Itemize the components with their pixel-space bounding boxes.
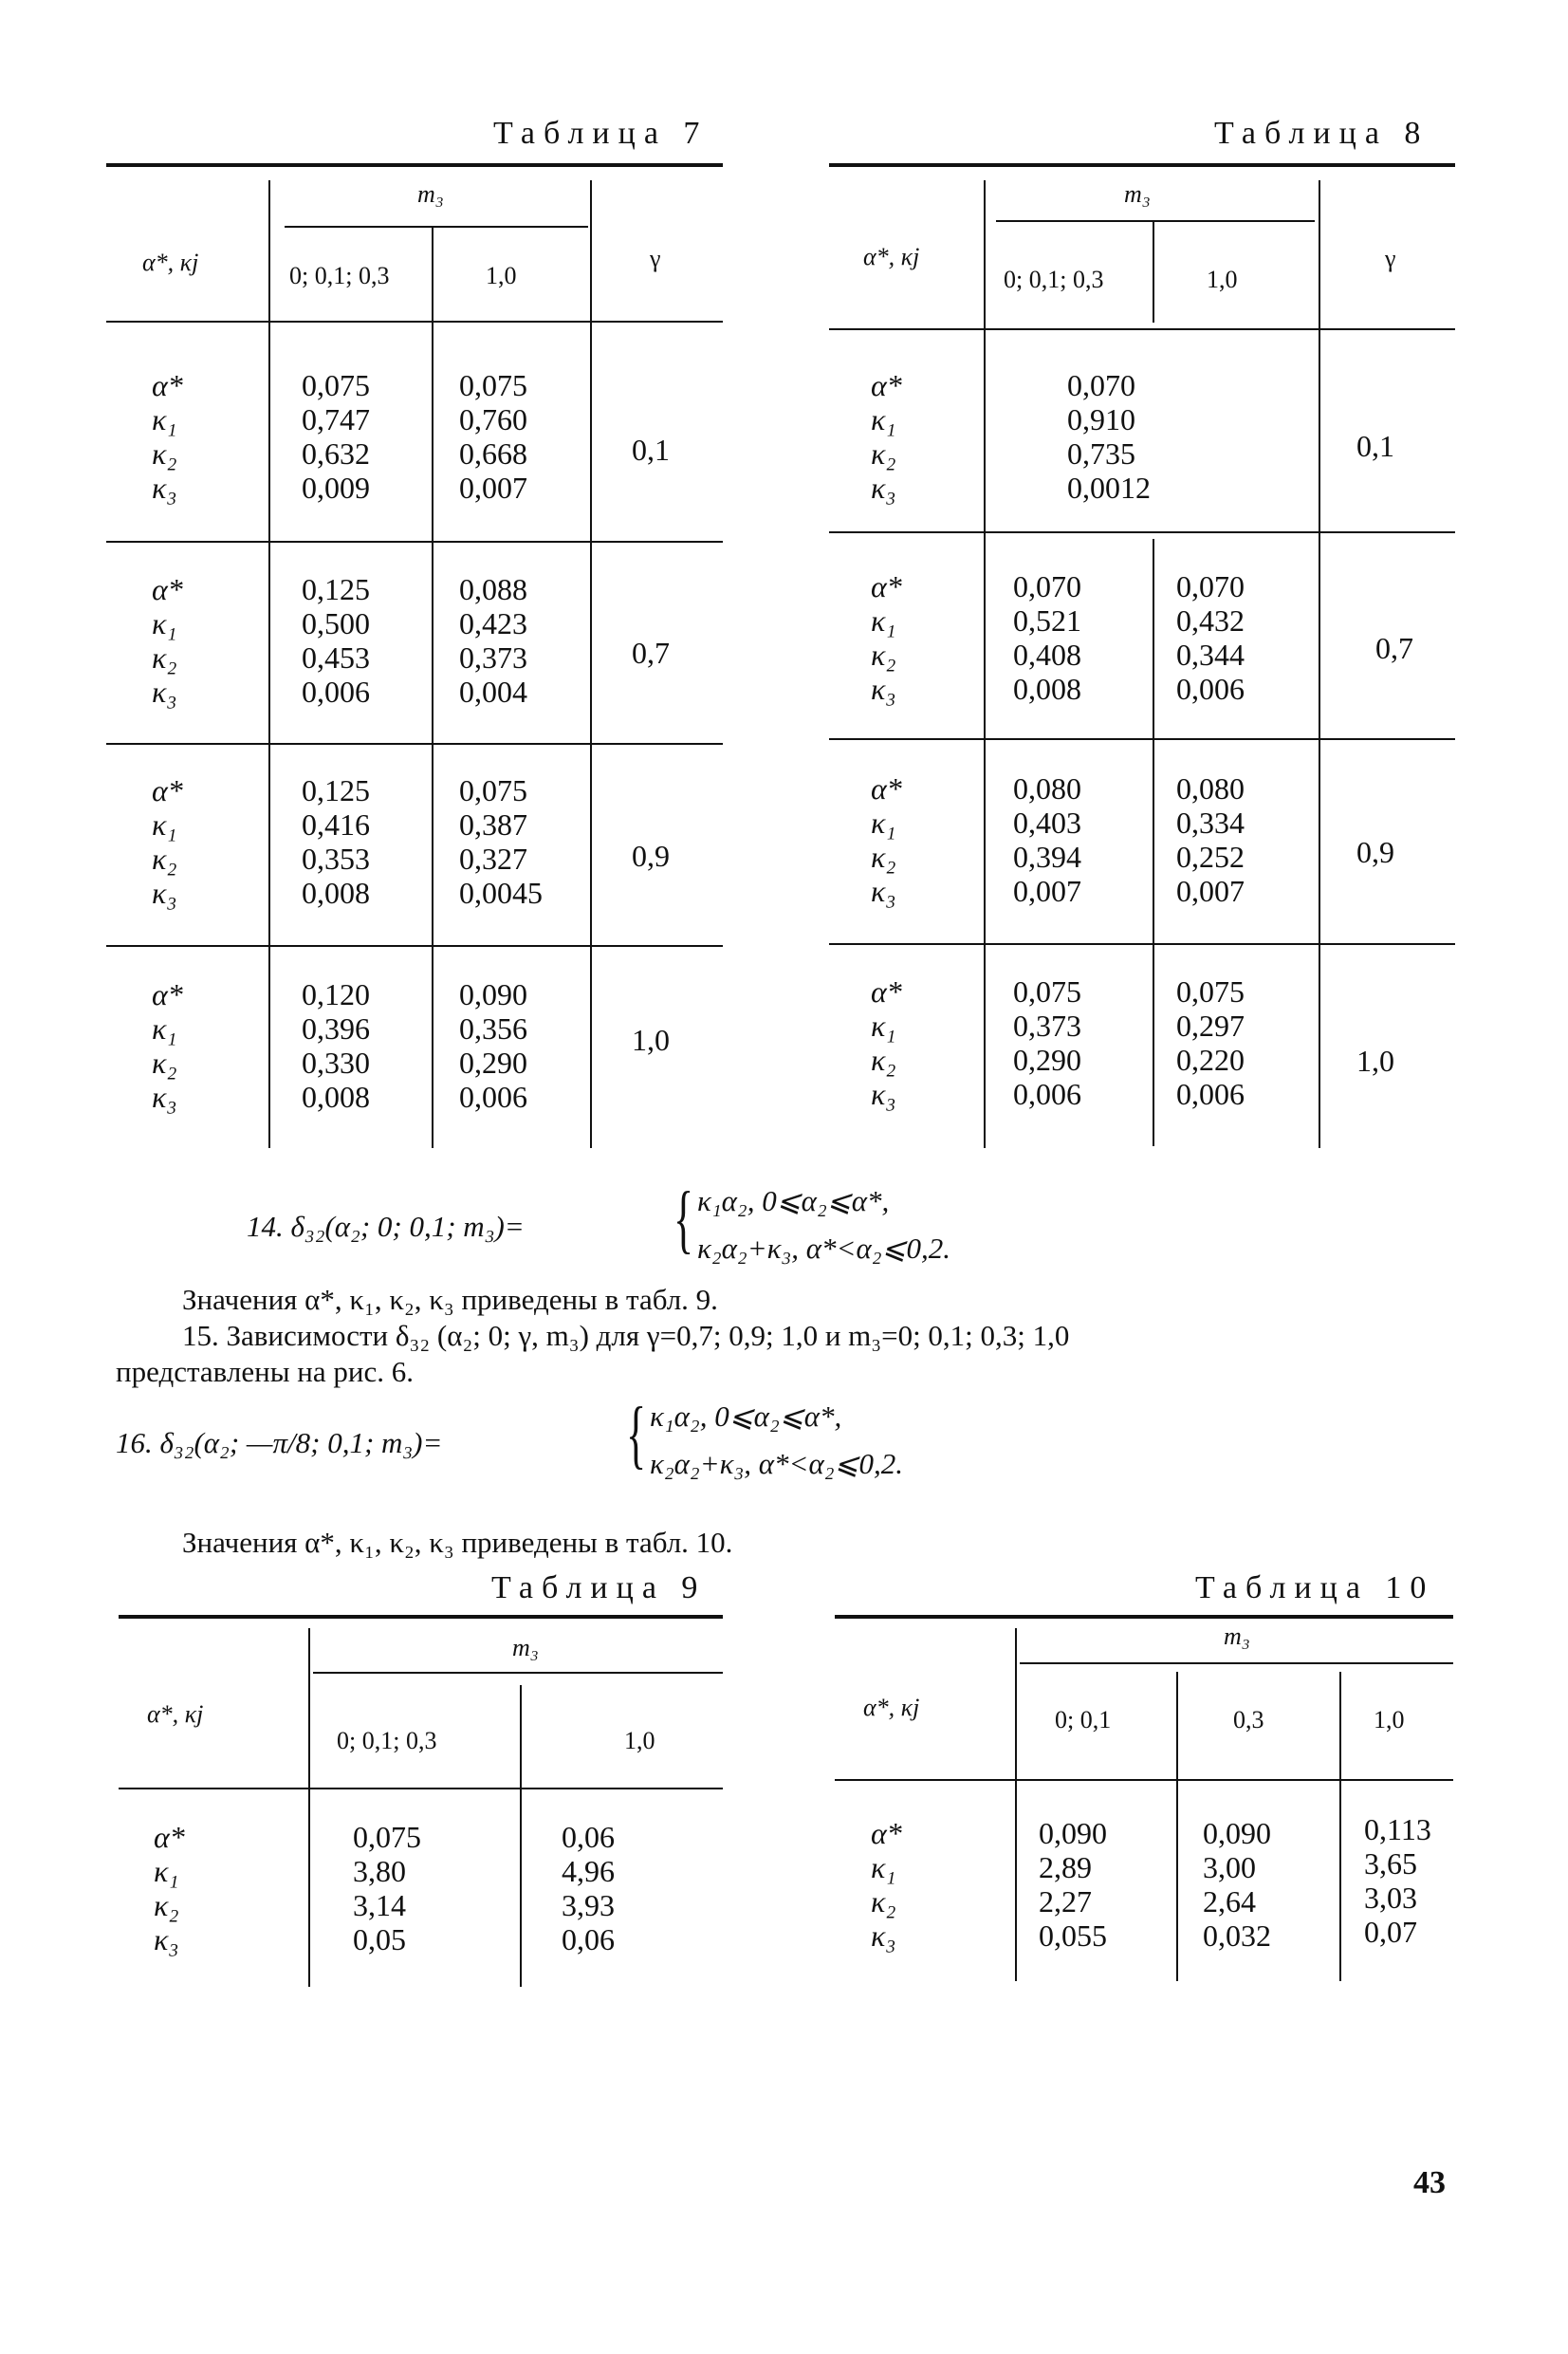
table9-head-col2: 1,0 (624, 1727, 655, 1754)
table9-caption: Таблица 9 (491, 1570, 707, 1605)
table7-vline-2 (432, 226, 434, 1148)
para-values-table9: Значения α*, κ₁, κ₂, κ₃ приведены в табл. 9. (182, 1283, 718, 1316)
table8-head-rowvar: α*, κj (863, 243, 920, 270)
para-item15-line2: представлены на рис. 6. (116, 1355, 414, 1388)
item16-case1: κ₁α₂, 0⩽α₂⩽α*, (650, 1399, 842, 1433)
item14-case2: κ₂α₂+κ₃, α*<α₂⩽0,2. (697, 1232, 950, 1265)
table7-b1-col1: 0,075 0,747 0,632 0,009 (302, 368, 370, 505)
table8-caption: Таблица 8 (1214, 116, 1430, 151)
table7-top-rule (106, 163, 723, 167)
table9-col1: 0,075 3,80 3,14 0,05 (353, 1820, 421, 1956)
table9-header-rule (119, 1788, 723, 1789)
table9-head-col1: 0; 0,1; 0,3 (337, 1727, 437, 1754)
page-number: 43 (1413, 2165, 1446, 2200)
table10-caption: Таблица 10 (1195, 1570, 1435, 1605)
table8-b4-col1: 0,075 0,373 0,290 0,006 (1013, 974, 1081, 1111)
table8-b3-gamma: 0,9 (1356, 835, 1394, 869)
table8-head-col1: 0; 0,1; 0,3 (1004, 266, 1104, 293)
table7-vline-3 (590, 180, 592, 1148)
table8-vline-3 (1319, 180, 1320, 1148)
table10-head-col1: 0; 0,1 (1055, 1706, 1112, 1733)
table8-top-rule (829, 163, 1455, 167)
para-item15-line1: 15. Зависимости δ₃₂ (α₂; 0; γ, m₃) для γ=0,7; 0,9; 1,0 и m₃=0; 0,1; 0,3; 1,0 (182, 1319, 1070, 1352)
item14-lhs: 14. δ₃₂(α₂; 0; 0,1; m₃)= (247, 1210, 525, 1243)
table9-head-rowvar: α*, κj (147, 1700, 204, 1728)
table9-head-group: m₃ (512, 1634, 539, 1661)
table7-b3-labels: α* κ₁ κ₂ κ₃ (152, 773, 183, 910)
table10-head-col3: 1,0 (1374, 1706, 1405, 1733)
table8-b2-labels: α* κ₁ κ₂ κ₃ (871, 569, 902, 706)
table7-b4-col1: 0,120 0,396 0,330 0,008 (302, 977, 370, 1114)
table7-header-rule (106, 321, 723, 323)
table7-head-rowvar: α*, κj (142, 249, 199, 276)
table8-b3-col2: 0,080 0,334 0,252 0,007 (1176, 771, 1245, 908)
table7-b2-gamma: 0,7 (632, 636, 670, 670)
table10-col2: 0,090 3,00 2,64 0,032 (1203, 1816, 1271, 1953)
table7-b1-labels: α* κ₁ κ₂ κ₃ (152, 368, 183, 505)
table8-b2-gamma: 0,7 (1375, 631, 1413, 665)
para-values-table10: Значения α*, κ₁, κ₂, κ₃ приведены в табл. 10. (182, 1526, 733, 1559)
table9-group-rule (313, 1672, 723, 1674)
table8-b3-labels: α* κ₁ κ₂ κ₃ (871, 771, 902, 908)
item14-case1: κ₁α₂, 0⩽α₂⩽α*, (697, 1184, 890, 1217)
table8-b4-gamma: 1,0 (1356, 1044, 1394, 1078)
item16-case2: κ₂α₂+κ₃, α*<α₂⩽0,2. (650, 1447, 903, 1480)
table10-col1: 0,090 2,89 2,27 0,055 (1039, 1816, 1107, 1953)
table10-group-rule (1020, 1662, 1453, 1664)
table9-vline-1 (308, 1628, 310, 1987)
item16-brace: { (626, 1393, 647, 1476)
table7-head-group: m₃ (417, 180, 444, 208)
table10-header-rule (835, 1779, 1453, 1781)
table8-b2-col1: 0,070 0,521 0,408 0,008 (1013, 569, 1081, 706)
table7-head-gamma: γ (650, 245, 661, 272)
table8-block-rule-1 (829, 531, 1455, 533)
table7-group-rule (285, 226, 588, 228)
table10-vline-3 (1339, 1672, 1341, 1981)
table8-head-col2: 1,0 (1207, 266, 1238, 293)
table8-b4-labels: α* κ₁ κ₂ κ₃ (871, 974, 902, 1111)
table8-group-rule (996, 220, 1315, 222)
table10-labels: α* κ₁ κ₂ κ₃ (871, 1816, 902, 1953)
table7-b1-gamma: 0,1 (632, 433, 670, 467)
table10-top-rule (835, 1615, 1453, 1619)
table8-block-rule-3 (829, 943, 1455, 945)
table8-block-rule-2 (829, 738, 1455, 740)
table7-vline-1 (268, 180, 270, 1148)
table8-b4-col2: 0,075 0,297 0,220 0,006 (1176, 974, 1245, 1111)
table7-head-col1: 0; 0,1; 0,3 (289, 262, 390, 289)
table8-vline-2a (1153, 220, 1154, 323)
table8-vline-2b (1153, 539, 1154, 1146)
table7-head-col2: 1,0 (486, 262, 517, 289)
table7-b3-gamma: 0,9 (632, 839, 670, 873)
table8-b1-gamma: 0,1 (1356, 429, 1394, 463)
table10-head-group: m₃ (1224, 1622, 1250, 1650)
table7-b3-col2: 0,075 0,387 0,327 0,0045 (459, 773, 543, 910)
table7-b4-gamma: 1,0 (632, 1023, 670, 1057)
table8-header-rule (829, 328, 1455, 330)
table10-vline-2 (1176, 1672, 1178, 1981)
table8-b3-col1: 0,080 0,403 0,394 0,007 (1013, 771, 1081, 908)
table7-b4-col2: 0,090 0,356 0,290 0,006 (459, 977, 527, 1114)
table8-b1-col1: 0,070 0,910 0,735 0,0012 (1067, 368, 1151, 505)
table8-head-group: m₃ (1124, 180, 1151, 208)
table10-col3: 0,113 3,65 3,03 0,07 (1364, 1812, 1431, 1949)
table7-block-rule-1 (106, 541, 723, 543)
table7-block-rule-3 (106, 945, 723, 947)
item14-brace: { (673, 1177, 694, 1261)
table9-labels: α* κ₁ κ₂ κ₃ (154, 1820, 185, 1956)
item16-lhs: 16. δ₃₂(α₂; —π/8; 0,1; m₃)= (116, 1426, 443, 1459)
table10-head-col2: 0,3 (1233, 1706, 1264, 1733)
table7-caption: Таблица 7 (493, 116, 709, 151)
table10-vline-1 (1015, 1628, 1017, 1981)
table10-head-rowvar: α*, κj (863, 1694, 920, 1721)
table9-top-rule (119, 1615, 723, 1619)
table7-b4-labels: α* κ₁ κ₂ κ₃ (152, 977, 183, 1114)
table7-b2-labels: α* κ₁ κ₂ κ₃ (152, 572, 183, 709)
table7-block-rule-2 (106, 743, 723, 745)
table8-b2-col2: 0,070 0,432 0,344 0,006 (1176, 569, 1245, 706)
table8-vline-1 (984, 180, 986, 1148)
table7-b2-col2: 0,088 0,423 0,373 0,004 (459, 572, 527, 709)
table9-col2: 0,06 4,96 3,93 0,06 (562, 1820, 615, 1956)
table7-b1-col2: 0,075 0,760 0,668 0,007 (459, 368, 527, 505)
table8-b1-labels: α* κ₁ κ₂ κ₃ (871, 368, 902, 505)
table8-head-gamma: γ (1385, 245, 1396, 272)
table7-b3-col1: 0,125 0,416 0,353 0,008 (302, 773, 370, 910)
table9-vline-2 (520, 1685, 522, 1987)
table7-b2-col1: 0,125 0,500 0,453 0,006 (302, 572, 370, 709)
